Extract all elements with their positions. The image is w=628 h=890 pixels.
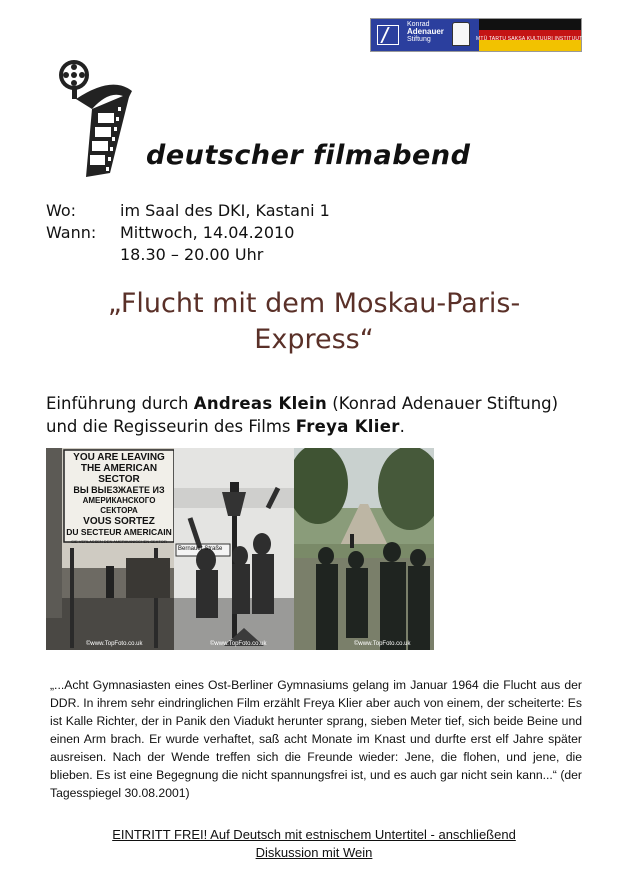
dki-logo [479,19,581,51]
sign-line6: DU SECTEUR AMERICAIN [66,527,172,537]
director-name-freya-klier: Freya Klier [295,417,400,436]
sign-line1: YOU ARE LEAVING [73,452,165,463]
sign-line7: SIE VERLASSEN DEN AMERIKANISCHEN SEKTOR [71,539,167,544]
when-label: Wann: [46,223,97,242]
footer-notice [40,826,588,862]
film-reel-icon [52,55,144,180]
photo-avenue-people [294,448,434,650]
footer-line1: EINTRITT FREI! Auf Deutsch mit estnischem Untertitel - anschließend [112,827,516,842]
intro-part1: Einführung durch [46,394,194,413]
movie-title [40,286,588,358]
footer-line2: Diskussion mit Wein [255,845,373,860]
intro-part2: (Konrad Adenauer Stiftung) und die Regisseurin des Films [46,394,559,436]
when-date: Mittwoch, 14.04.2010 [120,223,295,242]
sign-line3: ВЫ ВЫЕЗЖАЕТЕ ИЗ [73,485,165,495]
photo-sector-sign [46,448,174,650]
sponsor-logo-banner [370,18,582,52]
sign-line2: THE AMERICAN SECTOR [80,463,158,485]
intro-part3: . [399,417,405,436]
when-time: 18.30 – 20.00 Uhr [120,245,264,264]
where-label: Wo: [46,201,77,220]
where-value: im Saal des DKI, Kastani 1 [120,201,330,220]
photo-lamppost-girls [174,448,294,650]
movie-title-line2: Express“ [254,324,374,355]
kas-logo-mark-icon [377,25,399,45]
page-title: deutscher filmabend [146,140,471,171]
photo-caption: ©www.TopFoto.co.uk [210,641,267,647]
photo-collage [46,448,434,650]
intro-text [46,392,586,438]
speaker-name-andreas-klein: Andreas Klein [193,394,328,413]
photo-caption: ©www.TopFoto.co.uk [86,641,143,647]
film-description-quote: „...Acht Gymnasiasten eines Ost-Berliner Gymnasiums gelang im Januar 1964 die Flucht aus der DDR. In ihrem sehr eindringlichen Film erzählt Freya Klier aber auch von einem, der scheiterte: Es ist Kalle Richter, der in Panik den Viadukt herunter sprang, sieben Meter tief, sich beide Beine und einen Arm brach. Er wurde verhaftet, saß acht Monate im Knast und durfte erst elf Jahre später ausreisen. Nach der Wende treffen sich die Freunde wieder: Jene, die flohen, und jene, die blieben. Es ist eine Begegnung die nicht spannungsfrei ist, und es auch gar nicht sein kann...“ (der Tagesspiegel 30.08.2001) [50,678,582,800]
kas-logo-line3: Stiftung [407,36,431,43]
dki-seal-icon [452,22,470,46]
german-flag-stripes [479,19,581,51]
sign-line4: АМЕРИКАНСКОГО СЕКТОРА [82,496,156,515]
movie-title-line1: „Flucht mit dem Moskau-Paris- [107,288,521,319]
sign-line5: VOUS SORTEZ [83,516,155,527]
photo-caption: ©www.TopFoto.co.uk [354,641,411,647]
kas-logo-line1: Konrad [407,21,430,28]
event-info [46,200,330,266]
kas-logo-line2: Adenauer [407,27,444,36]
street-sign-text: Bernauer Straße [178,546,223,552]
dki-logo-text: MTÜ TARTU SAKSA KULTUURI INSTITUUT [476,36,583,42]
